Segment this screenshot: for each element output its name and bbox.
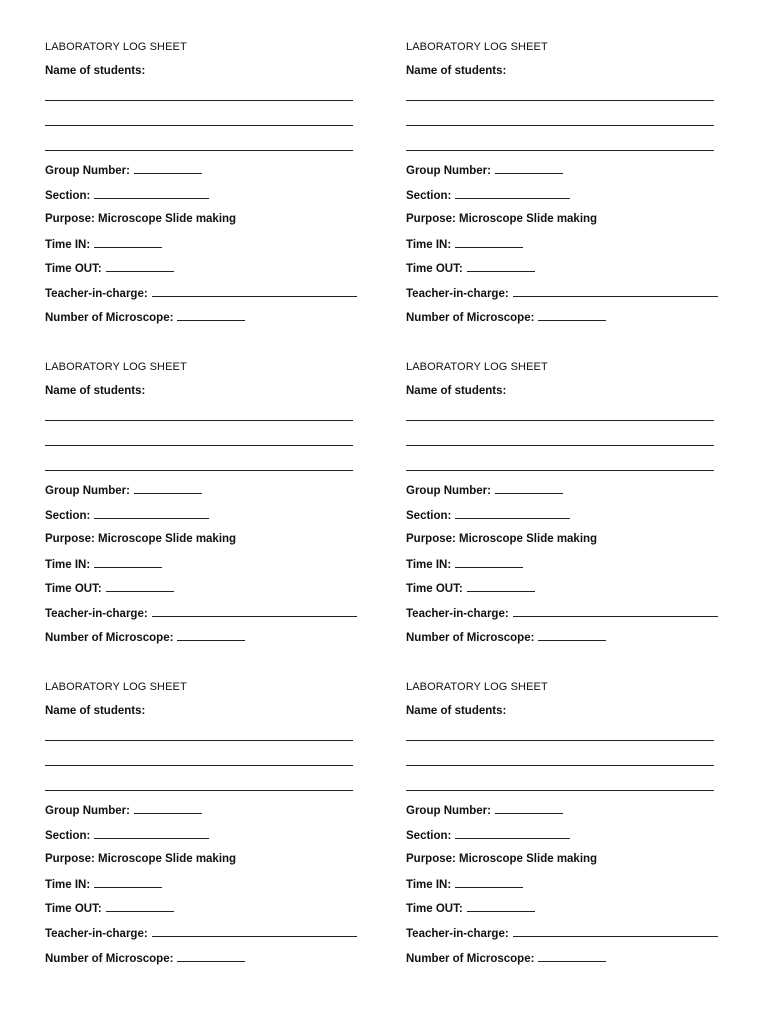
teacher-field[interactable] <box>513 286 718 297</box>
purpose-text: Purpose: Microscope Slide making <box>45 213 237 225</box>
group-number-row <box>406 163 563 178</box>
time-in-label: Time IN: <box>406 559 452 571</box>
time-out-field[interactable] <box>467 901 535 912</box>
time-in-field[interactable] <box>455 237 523 248</box>
section-field[interactable] <box>455 508 570 519</box>
time-in-row <box>45 237 162 252</box>
group-number-label: Group Number: <box>45 805 130 817</box>
student-name-line-2[interactable] <box>45 765 353 766</box>
student-name-line-3[interactable] <box>45 790 353 791</box>
group-number-label: Group Number: <box>406 805 491 817</box>
group-number-field[interactable] <box>495 803 563 814</box>
teacher-label: Teacher-in-charge: <box>45 288 148 300</box>
teacher-field[interactable] <box>152 926 357 937</box>
time-in-label: Time IN: <box>406 239 452 251</box>
time-in-label: Time IN: <box>45 559 91 571</box>
time-out-field[interactable] <box>106 581 174 592</box>
time-in-row <box>45 557 162 572</box>
teacher-row <box>45 286 357 301</box>
group-number-label: Group Number: <box>406 485 491 497</box>
names-label: Name of students: <box>406 65 507 77</box>
section-row <box>45 508 209 523</box>
student-name-line-2[interactable] <box>45 125 353 126</box>
student-name-line-2[interactable] <box>406 125 714 126</box>
time-out-row <box>45 901 174 916</box>
time-out-field[interactable] <box>106 261 174 272</box>
group-number-row <box>406 803 563 818</box>
time-in-row <box>406 877 523 892</box>
log-sheet-6 <box>406 680 736 970</box>
group-number-row <box>406 483 563 498</box>
microscope-label: Number of Microscope: <box>45 632 174 644</box>
names-label: Name of students: <box>45 385 146 397</box>
student-name-line-1[interactable] <box>45 100 353 101</box>
microscope-row <box>406 630 606 645</box>
log-sheet-4 <box>406 360 736 650</box>
teacher-field[interactable] <box>152 606 357 617</box>
student-name-line-1[interactable] <box>406 740 714 741</box>
section-field[interactable] <box>94 508 209 519</box>
microscope-row <box>45 310 245 325</box>
time-out-row <box>406 901 535 916</box>
time-out-row <box>45 261 174 276</box>
microscope-row <box>406 951 606 966</box>
teacher-row <box>406 926 718 941</box>
log-sheet-1 <box>45 40 375 330</box>
microscope-label: Number of Microscope: <box>406 953 535 965</box>
section-row <box>406 188 570 203</box>
sheet-title: LABORATORY LOG SHEET <box>406 361 548 373</box>
teacher-row <box>406 286 718 301</box>
student-name-line-3[interactable] <box>406 150 714 151</box>
section-row <box>406 828 570 843</box>
group-number-field[interactable] <box>495 483 563 494</box>
time-in-field[interactable] <box>455 877 523 888</box>
student-name-line-1[interactable] <box>406 420 714 421</box>
time-out-row <box>406 581 535 596</box>
microscope-row <box>406 310 606 325</box>
teacher-label: Teacher-in-charge: <box>45 928 148 940</box>
section-row <box>406 508 570 523</box>
section-label: Section: <box>406 830 452 842</box>
time-in-label: Time IN: <box>406 879 452 891</box>
teacher-row <box>45 606 357 621</box>
group-number-field[interactable] <box>134 163 202 174</box>
log-sheet-3 <box>45 360 375 650</box>
section-label: Section: <box>45 830 91 842</box>
sheet-title: LABORATORY LOG SHEET <box>45 681 187 693</box>
teacher-label: Teacher-in-charge: <box>406 608 509 620</box>
time-out-label: Time OUT: <box>406 903 463 915</box>
section-label: Section: <box>406 190 452 202</box>
group-number-label: Group Number: <box>45 165 130 177</box>
time-in-row <box>406 557 523 572</box>
microscope-label: Number of Microscope: <box>45 312 174 324</box>
student-name-line-2[interactable] <box>406 765 714 766</box>
time-in-row <box>406 237 523 252</box>
time-in-field[interactable] <box>94 877 162 888</box>
time-in-label: Time IN: <box>45 879 91 891</box>
microscope-field[interactable] <box>538 951 606 962</box>
section-label: Section: <box>406 510 452 522</box>
teacher-label: Teacher-in-charge: <box>406 288 509 300</box>
group-number-label: Group Number: <box>45 485 130 497</box>
purpose-text: Purpose: Microscope Slide making <box>45 853 237 865</box>
time-in-field[interactable] <box>94 237 162 248</box>
time-out-field[interactable] <box>467 261 535 272</box>
sheet-title: LABORATORY LOG SHEET <box>45 41 187 53</box>
section-field[interactable] <box>94 828 209 839</box>
group-number-field[interactable] <box>134 483 202 494</box>
time-out-row <box>406 261 535 276</box>
student-name-line-3[interactable] <box>406 470 714 471</box>
microscope-field[interactable] <box>538 310 606 321</box>
time-in-field[interactable] <box>94 557 162 568</box>
section-row <box>45 188 209 203</box>
microscope-field[interactable] <box>177 630 245 641</box>
section-field[interactable] <box>455 828 570 839</box>
log-sheet-5 <box>45 680 375 970</box>
group-number-row <box>45 483 202 498</box>
names-label: Name of students: <box>45 705 146 717</box>
names-label: Name of students: <box>45 65 146 77</box>
section-field[interactable] <box>455 188 570 199</box>
group-number-field[interactable] <box>134 803 202 814</box>
time-out-label: Time OUT: <box>45 903 102 915</box>
student-name-line-3[interactable] <box>406 790 714 791</box>
time-in-field[interactable] <box>455 557 523 568</box>
sheet-title: LABORATORY LOG SHEET <box>406 41 548 53</box>
section-row <box>45 828 209 843</box>
microscope-field[interactable] <box>538 630 606 641</box>
student-name-line-3[interactable] <box>45 150 353 151</box>
purpose-text: Purpose: Microscope Slide making <box>406 533 598 545</box>
teacher-field[interactable] <box>513 926 718 937</box>
purpose-text: Purpose: Microscope Slide making <box>406 853 598 865</box>
microscope-label: Number of Microscope: <box>406 312 535 324</box>
time-out-field[interactable] <box>106 901 174 912</box>
section-label: Section: <box>45 510 91 522</box>
student-name-line-1[interactable] <box>45 740 353 741</box>
teacher-field[interactable] <box>513 606 718 617</box>
teacher-row <box>406 606 718 621</box>
log-sheet-2 <box>406 40 736 330</box>
microscope-label: Number of Microscope: <box>406 632 535 644</box>
time-out-label: Time OUT: <box>406 263 463 275</box>
time-in-row <box>45 877 162 892</box>
names-label: Name of students: <box>406 385 507 397</box>
group-number-label: Group Number: <box>406 165 491 177</box>
microscope-field[interactable] <box>177 951 245 962</box>
group-number-row <box>45 803 202 818</box>
time-out-field[interactable] <box>467 581 535 592</box>
section-label: Section: <box>45 190 91 202</box>
purpose-text: Purpose: Microscope Slide making <box>406 213 598 225</box>
microscope-row <box>45 951 245 966</box>
teacher-label: Teacher-in-charge: <box>406 928 509 940</box>
student-name-line-2[interactable] <box>406 445 714 446</box>
names-label: Name of students: <box>406 705 507 717</box>
purpose-text: Purpose: Microscope Slide making <box>45 533 237 545</box>
student-name-line-3[interactable] <box>45 470 353 471</box>
sheet-title: LABORATORY LOG SHEET <box>406 681 548 693</box>
microscope-label: Number of Microscope: <box>45 953 174 965</box>
section-field[interactable] <box>94 188 209 199</box>
time-out-row <box>45 581 174 596</box>
time-in-label: Time IN: <box>45 239 91 251</box>
time-out-label: Time OUT: <box>406 583 463 595</box>
student-name-line-1[interactable] <box>406 100 714 101</box>
teacher-label: Teacher-in-charge: <box>45 608 148 620</box>
sheet-title: LABORATORY LOG SHEET <box>45 361 187 373</box>
group-number-row <box>45 163 202 178</box>
time-out-label: Time OUT: <box>45 583 102 595</box>
student-name-line-1[interactable] <box>45 420 353 421</box>
microscope-field[interactable] <box>177 310 245 321</box>
time-out-label: Time OUT: <box>45 263 102 275</box>
microscope-row <box>45 630 245 645</box>
teacher-field[interactable] <box>152 286 357 297</box>
teacher-row <box>45 926 357 941</box>
student-name-line-2[interactable] <box>45 445 353 446</box>
group-number-field[interactable] <box>495 163 563 174</box>
